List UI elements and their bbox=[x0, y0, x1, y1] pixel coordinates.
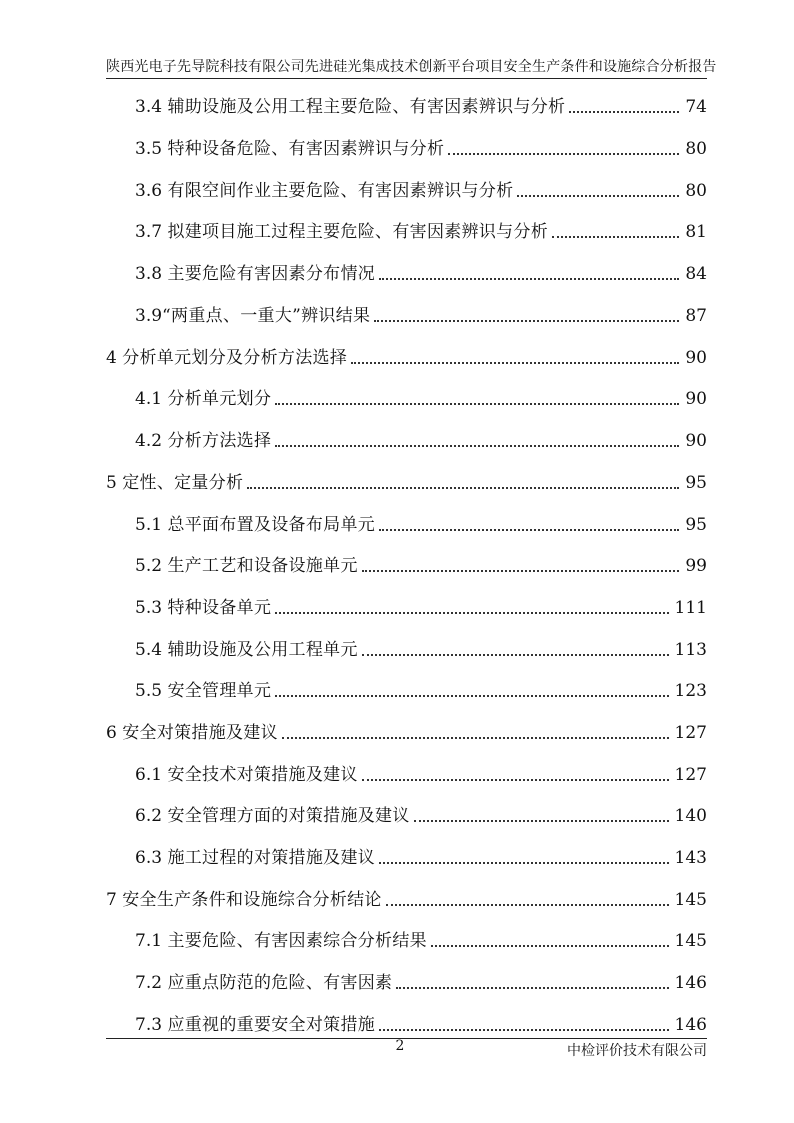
toc-entry-title: 分析方法选择 bbox=[167, 431, 272, 451]
toc-entry[interactable] bbox=[135, 510, 707, 540]
toc-entry-page: 145 bbox=[674, 890, 707, 910]
toc-entry[interactable] bbox=[135, 301, 707, 331]
toc-entry-page: 113 bbox=[674, 640, 707, 660]
toc-chapter[interactable] bbox=[106, 468, 707, 498]
toc-entry-number: 5 bbox=[106, 473, 123, 493]
toc-chapter[interactable] bbox=[106, 718, 707, 748]
toc-leader-dots bbox=[374, 320, 679, 322]
toc-entry-title: 辅助设施及公用工程单元 bbox=[167, 640, 358, 660]
toc-leader-dots bbox=[351, 362, 679, 364]
toc-entry-page: 127 bbox=[674, 765, 707, 785]
toc-leader-dots bbox=[379, 862, 668, 864]
toc-leader-dots bbox=[275, 612, 668, 614]
toc-entry[interactable] bbox=[135, 217, 707, 247]
toc-leader-dots bbox=[396, 987, 668, 989]
toc-leader-dots bbox=[247, 487, 679, 489]
toc-chapter[interactable] bbox=[106, 343, 707, 373]
toc-entry[interactable] bbox=[135, 843, 707, 873]
toc-entry-title: 安全生产条件和设施综合分析结论 bbox=[122, 890, 382, 910]
toc-leader-dots bbox=[379, 529, 679, 531]
toc-entry-title: 总平面布置及设备布局单元 bbox=[167, 515, 376, 535]
toc-entry-page: 127 bbox=[674, 723, 707, 743]
toc-entry-title: 安全技术对策措施及建议 bbox=[167, 765, 358, 785]
toc-leader-dots bbox=[552, 236, 679, 238]
page-header-title: 陕西光电子先导院科技有限公司先进硅光集成技术创新平台项目安全生产条件和设施综合分析报告 bbox=[106, 59, 717, 75]
header-divider bbox=[106, 78, 707, 79]
toc-leader-dots bbox=[569, 111, 679, 113]
toc-entry-number: 5.2 bbox=[135, 556, 168, 576]
toc-entry-number: 7.2 bbox=[135, 973, 168, 993]
toc-entry-title: 安全管理单元 bbox=[167, 681, 272, 701]
toc-entry-page: 95 bbox=[685, 515, 707, 535]
toc-entry[interactable] bbox=[135, 635, 707, 665]
toc-entry-number: 6.3 bbox=[135, 848, 168, 868]
toc-leader-dots bbox=[275, 695, 668, 697]
toc-entry-number: 5.3 bbox=[135, 598, 168, 618]
toc-entry-page: 80 bbox=[685, 181, 707, 201]
toc-entry-page: 95 bbox=[685, 473, 707, 493]
toc-leader-dots bbox=[362, 779, 669, 781]
toc-entry-page: 90 bbox=[685, 348, 707, 368]
toc-leader-dots bbox=[275, 445, 679, 447]
toc-entry-number: 4 bbox=[106, 348, 123, 368]
toc-entry[interactable] bbox=[135, 426, 707, 456]
toc-entry[interactable] bbox=[135, 593, 707, 623]
toc-entry-page: 145 bbox=[674, 931, 707, 951]
toc-entry[interactable] bbox=[135, 968, 707, 998]
toc-entry-number: 3.9 bbox=[135, 306, 163, 326]
toc-entry-page: 143 bbox=[674, 848, 707, 868]
toc-chapter[interactable] bbox=[106, 885, 707, 915]
toc-entry-number: 5.4 bbox=[135, 640, 168, 660]
toc-leader-dots bbox=[448, 153, 679, 155]
toc-entry-number: 6 bbox=[106, 723, 123, 743]
toc-entry[interactable] bbox=[135, 134, 707, 164]
toc-leader-dots bbox=[362, 570, 680, 572]
toc-entry-number: 7 bbox=[106, 890, 123, 910]
toc-entry-number: 5.1 bbox=[135, 515, 168, 535]
toc-entry[interactable] bbox=[135, 384, 707, 414]
toc-entry-page: 140 bbox=[674, 806, 707, 826]
toc-entry-number: 7.1 bbox=[135, 931, 168, 951]
toc-leader-dots bbox=[386, 904, 669, 906]
toc-entry[interactable] bbox=[135, 801, 707, 831]
toc-entry-number: 3.4 bbox=[135, 97, 168, 117]
toc-entry-page: 80 bbox=[685, 139, 707, 159]
toc-entry-title: 有限空间作业主要危险、有害因素辨识与分析 bbox=[167, 181, 514, 201]
toc-leader-dots bbox=[517, 195, 679, 197]
toc-entry-title: 主要危险有害因素分布情况 bbox=[167, 264, 376, 284]
toc-entry-title: 分析单元划分及分析方法选择 bbox=[122, 348, 348, 368]
toc-entry-page: 90 bbox=[685, 431, 707, 451]
toc-entry-number: 3.8 bbox=[135, 264, 168, 284]
toc-entry-title: 主要危险、有害因素综合分析结果 bbox=[167, 931, 427, 951]
page-number: 2 bbox=[395, 1038, 405, 1054]
toc-entry-number: 6.2 bbox=[135, 806, 168, 826]
toc-entry[interactable] bbox=[135, 676, 707, 706]
toc-entry[interactable] bbox=[135, 259, 707, 289]
toc-leader-dots bbox=[414, 820, 669, 822]
toc-entry[interactable] bbox=[135, 92, 707, 122]
toc-entry-title: 施工过程的对策措施及建议 bbox=[167, 848, 376, 868]
toc-leader-dots bbox=[362, 654, 669, 656]
toc-entry-page: 74 bbox=[685, 97, 707, 117]
toc-entry-page: 111 bbox=[674, 598, 707, 618]
toc-leader-dots bbox=[431, 945, 669, 947]
toc-entry-page: 87 bbox=[685, 306, 707, 326]
toc-entry-title: “两重点、一重大”辨识结果 bbox=[162, 306, 371, 326]
toc-entry-title: 特种设备单元 bbox=[167, 598, 272, 618]
toc-entry-page: 90 bbox=[685, 389, 707, 409]
toc-leader-dots bbox=[379, 1029, 668, 1031]
toc-entry-title: 定性、定量分析 bbox=[122, 473, 244, 493]
toc-entry-page: 99 bbox=[685, 556, 707, 576]
toc-entry-page: 123 bbox=[674, 681, 707, 701]
toc-entry-title: 安全对策措施及建议 bbox=[122, 723, 278, 743]
toc-entry-title: 拟建项目施工过程主要危险、有害因素辨识与分析 bbox=[167, 222, 549, 242]
toc-entry-title: 安全管理方面的对策措施及建议 bbox=[167, 806, 410, 826]
toc-entry-number: 5.5 bbox=[135, 681, 168, 701]
toc-entry-number: 3.5 bbox=[135, 139, 168, 159]
toc-entry[interactable] bbox=[135, 176, 707, 206]
toc-leader-dots bbox=[379, 278, 679, 280]
toc-entry[interactable] bbox=[135, 1010, 707, 1040]
toc-entry-title: 应重视的重要安全对策措施 bbox=[167, 1015, 376, 1035]
toc-entry-number: 4.1 bbox=[135, 389, 168, 409]
toc-entry-title: 生产工艺和设备设施单元 bbox=[167, 556, 358, 576]
toc-entry-number: 4.2 bbox=[135, 431, 168, 451]
toc-leader-dots bbox=[282, 737, 669, 739]
toc-entry-number: 3.7 bbox=[135, 222, 168, 242]
toc-entry[interactable] bbox=[135, 926, 707, 956]
toc-entry-page: 84 bbox=[685, 264, 707, 284]
toc-entry-number: 6.1 bbox=[135, 765, 168, 785]
toc-entry-title: 辅助设施及公用工程主要危险、有害因素辨识与分析 bbox=[167, 97, 566, 117]
toc-entry[interactable] bbox=[135, 760, 707, 790]
toc-entry-number: 7.3 bbox=[135, 1015, 168, 1035]
footer-company-name: 中检评价技术有限公司 bbox=[567, 1043, 707, 1059]
toc-entry-title: 分析单元划分 bbox=[167, 389, 272, 409]
toc-entry-page: 146 bbox=[674, 1015, 707, 1035]
toc-entry-title: 应重点防范的危险、有害因素 bbox=[167, 973, 393, 993]
toc-entry-page: 146 bbox=[674, 973, 707, 993]
toc-entry-title: 特种设备危险、有害因素辨识与分析 bbox=[167, 139, 445, 159]
toc-entry-page: 81 bbox=[685, 222, 707, 242]
toc-entry[interactable] bbox=[135, 551, 707, 581]
toc-entry-number: 3.6 bbox=[135, 181, 168, 201]
toc-leader-dots bbox=[275, 403, 679, 405]
